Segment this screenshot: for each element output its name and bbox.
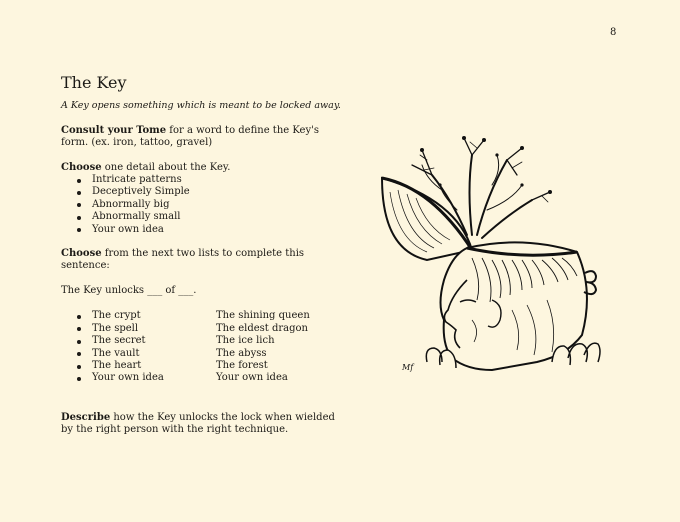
list-a-item: The heart	[61, 360, 216, 372]
list-a-item: Your own idea	[61, 372, 216, 384]
choose-lists-bold: Choose	[61, 247, 102, 259]
list-a-item: The spell	[61, 323, 216, 335]
describe-text: how the Key unlocks the lock when wielded by the right person with the right technique.	[61, 411, 335, 436]
list-b-item: The abyss	[216, 347, 267, 359]
choose-detail-text: one detail about the Key.	[101, 161, 231, 173]
list-a-item: The secret	[61, 335, 216, 347]
list-a-item: The crypt	[61, 310, 216, 322]
list-a	[61, 310, 216, 384]
page-number: 8	[610, 27, 617, 38]
detail-list	[61, 174, 341, 236]
choose-detail-bold: Choose	[61, 161, 102, 173]
choose-lists-instruction	[61, 248, 341, 273]
page-content	[61, 72, 341, 437]
choice-lists	[61, 310, 341, 384]
choose-lists-text: from the next two lists to complete this sentence:	[61, 247, 305, 272]
consult-text: for a word to define the Key's form. (ex. iron, tattoo, gravel)	[61, 124, 319, 148]
list-item: Your own idea	[61, 224, 341, 236]
list-item: Intricate patterns	[61, 174, 341, 186]
svg-text:Mf: Mf	[402, 363, 414, 372]
list-item: Deceptively Simple	[61, 186, 341, 198]
subtitle: A Key opens something which is meant to be locked away.	[61, 100, 341, 111]
sentence-template: The Key unlocks ___ of ___.	[61, 284, 197, 296]
page-title: The Key	[61, 73, 127, 92]
list-item: Abnormally small	[61, 211, 341, 223]
list-item: Abnormally big	[61, 199, 341, 211]
list-b-item: The shining queen	[216, 310, 310, 322]
list-b-item: The eldest dragon	[216, 322, 308, 334]
list-b-item: Your own idea	[216, 372, 288, 384]
list-b-item: The ice lich	[216, 335, 275, 347]
consult-instruction	[61, 125, 341, 150]
describe-bold: Describe	[61, 411, 111, 423]
list-a-item: The vault	[61, 348, 216, 360]
describe-instruction	[61, 412, 341, 437]
choose-detail-instruction	[61, 162, 341, 175]
list-b-item: The forest	[216, 360, 268, 372]
consult-bold: Consult your Tome	[61, 124, 167, 136]
list-b	[216, 310, 310, 384]
open-head-engraving-icon	[372, 130, 607, 380]
